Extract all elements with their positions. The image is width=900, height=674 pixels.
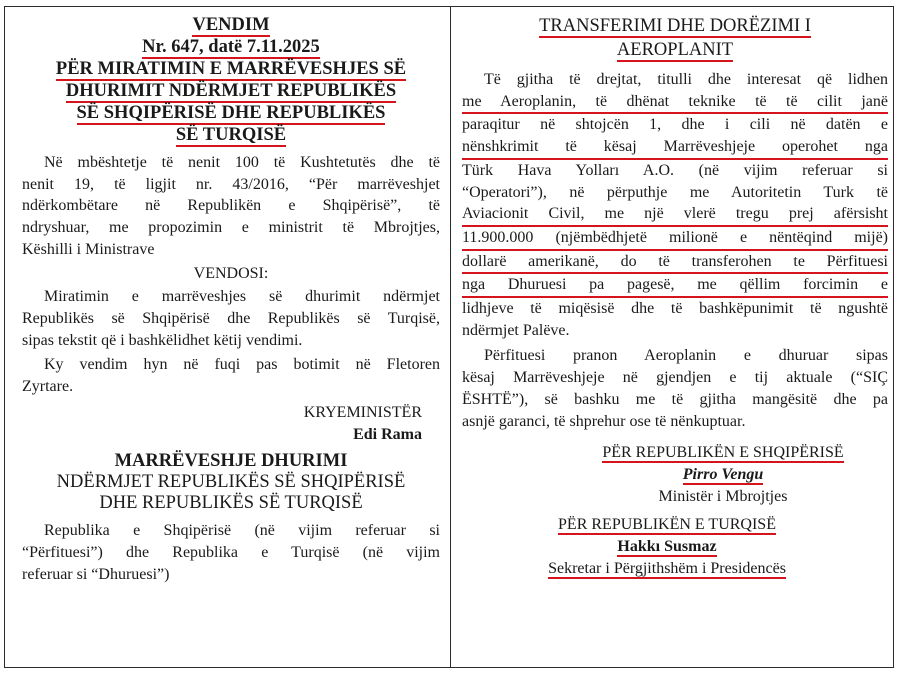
- preamble-line: Në mbështetje të nenit 100 të Kushtetutës dhe të: [44, 154, 440, 171]
- paragraph-line: ndërmjet Palëve.: [462, 321, 570, 339]
- paragraph-line: Zyrtare.: [22, 378, 74, 396]
- section-title: [462, 14, 888, 62]
- paragraph-line: sipas tekstit që i bashkëlidhet këtij vendimi.: [22, 331, 303, 349]
- section-title-line: TRANSFERIMI DHE DORËZIMI I: [539, 16, 811, 36]
- signature-role: Sekretar i Përgjithshëm i Presidencës: [548, 559, 786, 577]
- parties-line: “Përfituesi”) dhe Republika e Turqisë (në vijim: [22, 543, 440, 561]
- decision-subject-line: PËR MIRATIMIN E MARRËVESHJES SË: [55, 59, 407, 79]
- signature-party: PËR REPUBLIKËN E TURQISË: [558, 516, 776, 534]
- signature-name: Hakkı Susmaz: [617, 537, 717, 555]
- paragraph-line: asnjë garanci, të shprehur ose të nënkuptuar.: [462, 412, 746, 430]
- pm-title: KRYEMINISTËR: [303, 403, 422, 421]
- decision-heading: [22, 14, 440, 146]
- paragraph-line: paraqitur në shtojcën 1, dhe i cili në datën e: [462, 116, 888, 134]
- signature-name: Pirro Vengu: [682, 465, 764, 483]
- transfer-paragraph: [462, 69, 888, 341]
- signature-party: PËR REPUBLIKËN E SHQIPËRISË: [602, 444, 844, 462]
- preamble-line: ndërkombëtare në Republikën e Shqipërisë”, të: [22, 197, 440, 215]
- paragraph-line: Ky vendim hyn në fuqi pas botimit në Fletoren: [44, 356, 440, 374]
- paragraph-line: nënshkrimit të kësaj Marrëveshjeje operohet nga: [462, 136, 888, 160]
- column-divider: [450, 6, 451, 668]
- paragraph-line: kësaj Marrëveshjeje në gjendjen e tij aktuale (“SIÇ: [462, 369, 888, 387]
- pm-name: Edi Rama: [353, 426, 422, 444]
- parties-paragraph: [22, 520, 440, 585]
- paragraph-line: Aviacionit Civil, me një vlerë tregu prej afërsisht: [462, 203, 888, 227]
- preamble-line: nenit 19, të ligjit nr. 43/2016, “Për marrëveshjet: [22, 175, 440, 193]
- decision-paragraph-2: [22, 354, 440, 397]
- paragraph-line: ËSHTË”), së bashku me të gjitha mangësitë dhe pa: [462, 390, 888, 408]
- paragraph-line: Përfituesi pranon Aeroplanin e dhuruar sipas: [484, 347, 888, 365]
- agreement-subtitle: [22, 472, 440, 514]
- decision-subject-line: SË SHQIPËRISË DHE REPUBLIKËS: [76, 103, 386, 123]
- right-column: [462, 14, 888, 592]
- section-title-line: AEROPLANIT: [616, 40, 734, 60]
- parties-line: referuar si “Dhuruesi”): [22, 565, 170, 583]
- paragraph-line: nga Dhuruesi pa pagesë, me qëllim forcimin e: [462, 274, 888, 298]
- agreement-subtitle-line: DHE REPUBLIKËS SË TURQISË: [99, 493, 363, 514]
- preamble-line: ndryshuar, me propozimin e ministrit të Mbrojtjes,: [22, 219, 440, 237]
- parties-line: Republika e Shqipërisë (në vijim referuar si: [44, 522, 440, 540]
- preamble: [22, 152, 440, 261]
- paragraph-line: Të gjitha të drejtat, titulli dhe interesat që lidhen: [484, 71, 888, 88]
- paragraph-line: me Aeroplanin, të dhënat teknike të të cilit janë: [462, 91, 888, 115]
- paragraph-line: Türk Hava Yolları A.O. (në vijim referuar si: [462, 161, 888, 179]
- paragraph-line: lidhjeve të miqësisë dhe të bashkëpunimit të ngushtë: [462, 300, 888, 318]
- paragraph-line: “Operatori”), në përputhje me Autoritetin Turk të: [462, 183, 888, 201]
- paragraph-line: 11.900.000 (njëmbëdhjetë milionë e nëntëqind mijë): [462, 227, 888, 251]
- signature-turkey: [502, 514, 832, 579]
- decision-paragraph-1: [22, 286, 440, 351]
- signature-role: Ministër i Mbrojtjes: [658, 487, 788, 505]
- paragraph-line: dollarë amerikanë, do të transferohen te Përfituesi: [462, 251, 888, 275]
- decision-subject-line: DHURIMIT NDËRMJET REPUBLIKËS: [65, 81, 397, 101]
- agreement-subtitle-line: NDËRMJET REPUBLIKËS SË SHQIPËRISË: [56, 472, 406, 493]
- paragraph-line: Miratimin e marrëveshjes së dhurimit ndërmjet: [44, 288, 440, 306]
- preamble-line: Këshilli i Ministrave: [22, 240, 155, 258]
- decision-subject-line: SË TURQISË: [175, 125, 287, 145]
- signature-albania: [558, 442, 888, 507]
- decision-title: VENDIM: [192, 15, 270, 35]
- decision-number: Nr. 647, datë 7.11.2025: [142, 37, 320, 57]
- paragraph-line: Republikës së Shqipërisë dhe Republikës së Turqisë,: [22, 309, 440, 327]
- signatures: [462, 442, 888, 592]
- agreement-title: MARRËVESHJE DHURIMI: [114, 451, 348, 472]
- left-column: [22, 14, 440, 585]
- decides-label: VENDOSI:: [193, 264, 269, 282]
- acceptance-paragraph: [462, 345, 888, 432]
